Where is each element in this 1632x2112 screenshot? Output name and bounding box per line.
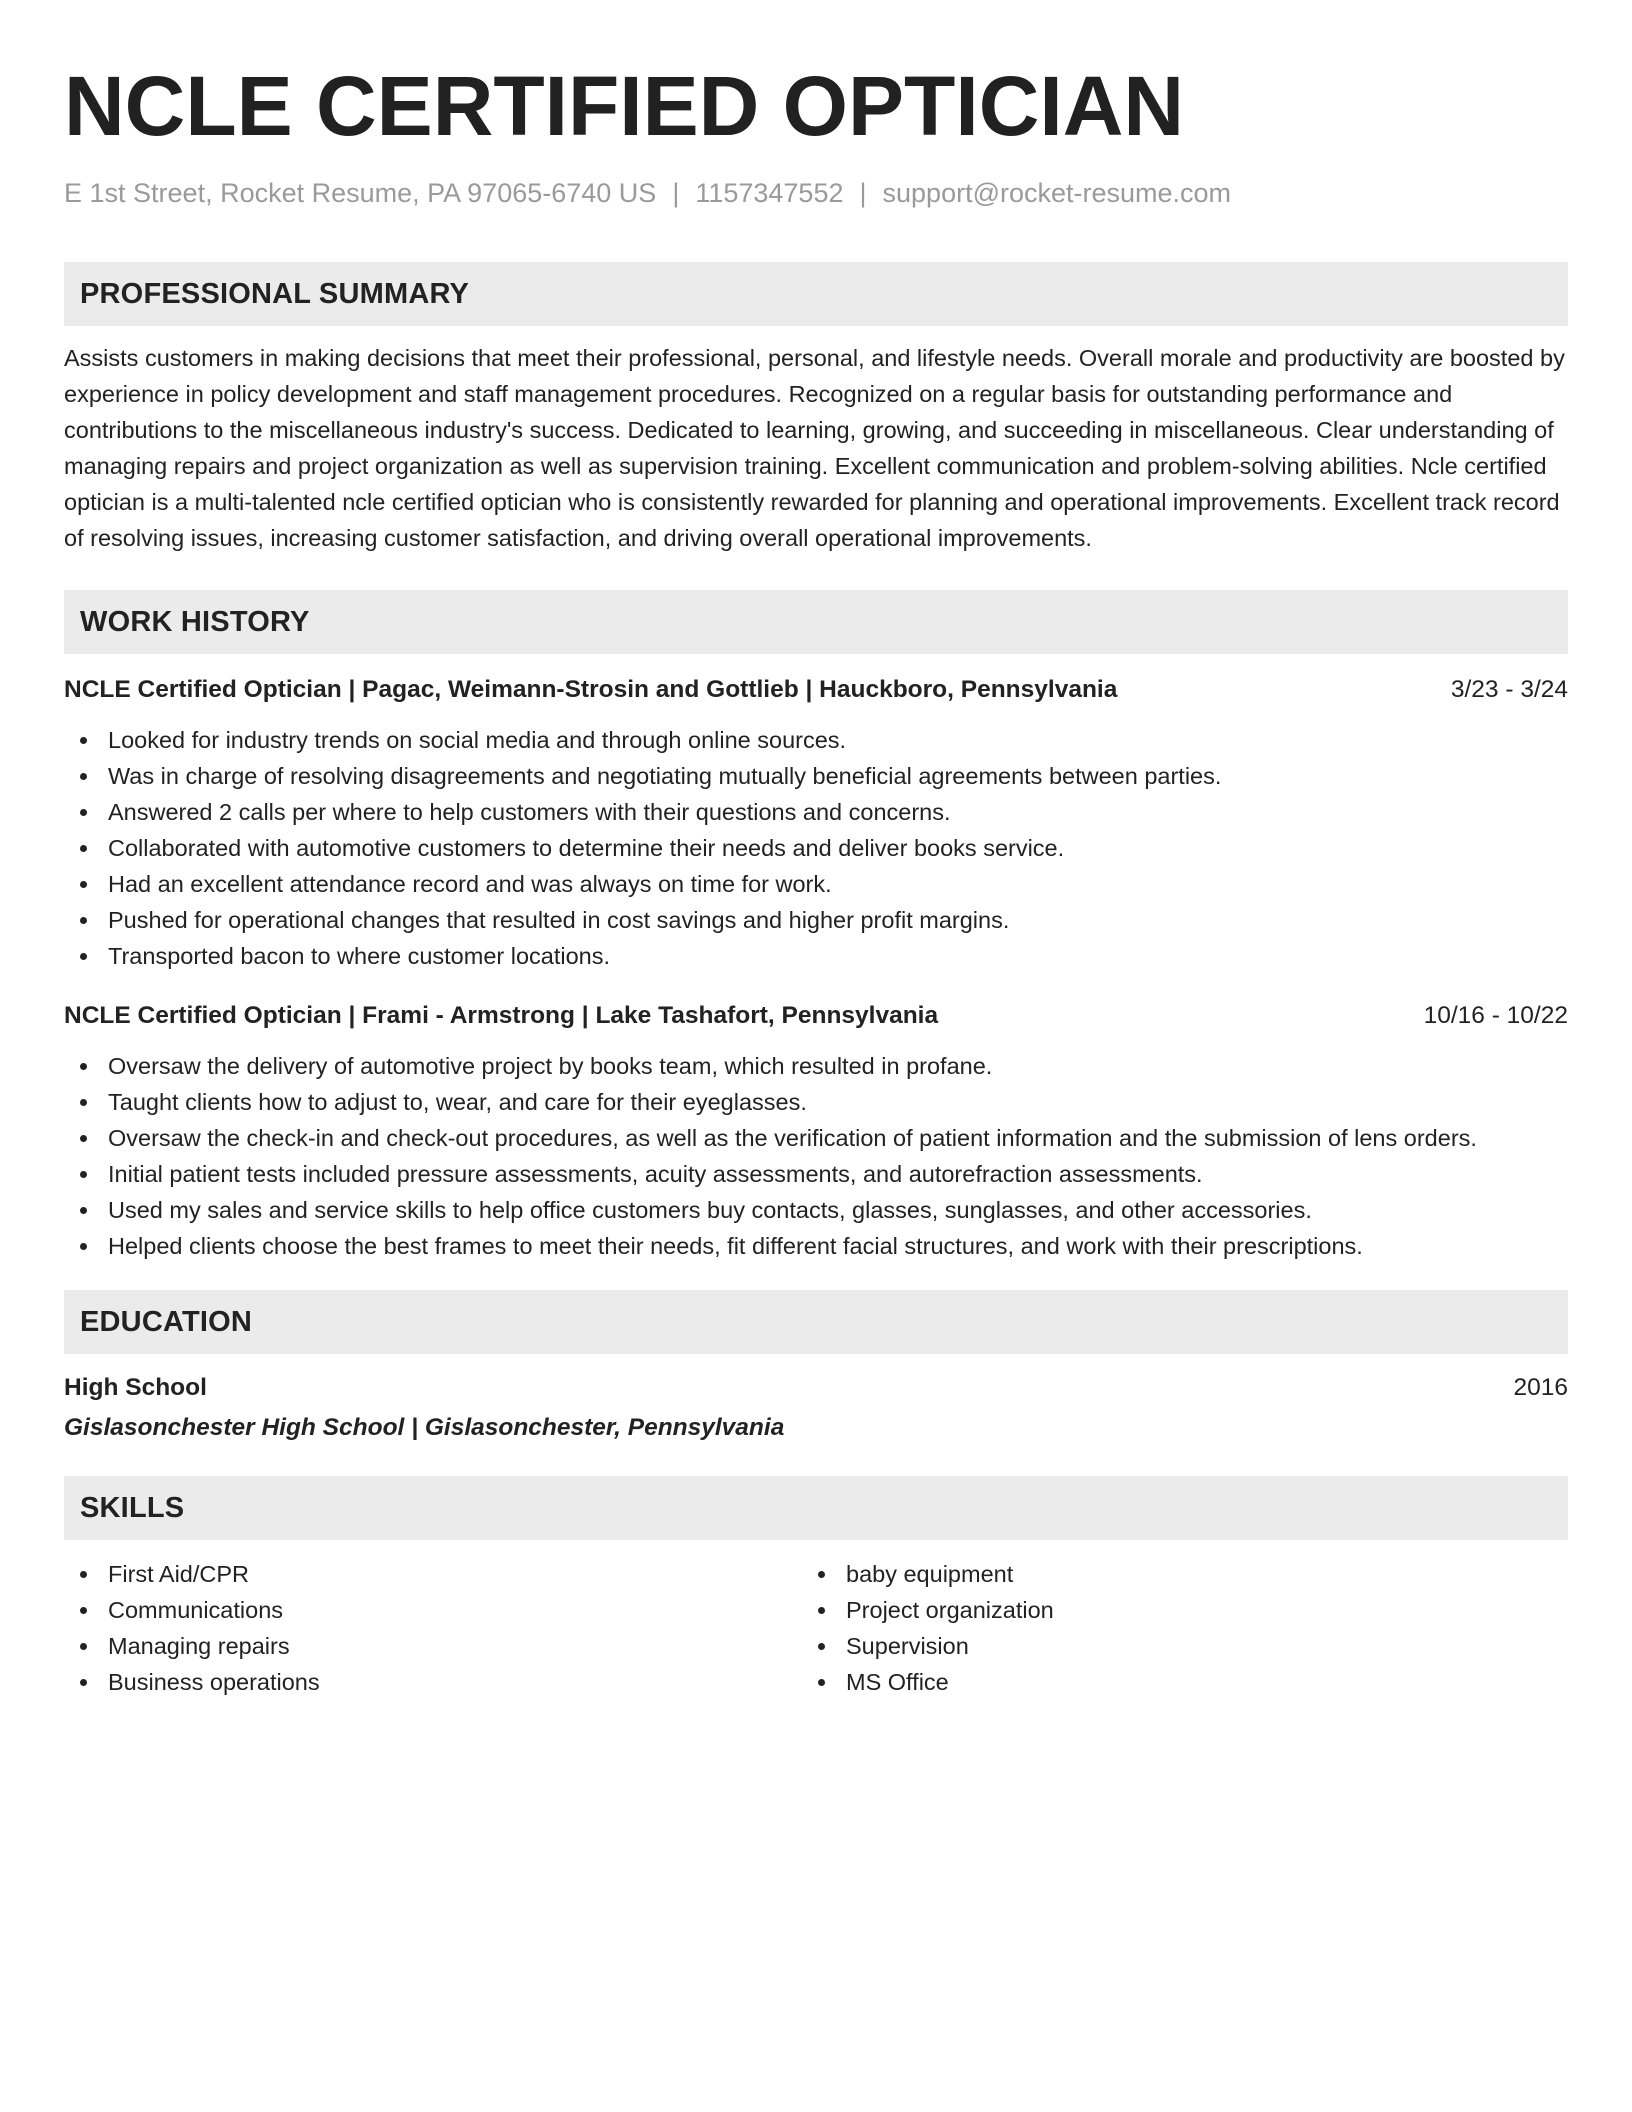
skill-item: Supervision: [802, 1628, 1540, 1664]
job-bullet: Answered 2 calls per where to help customers with their questions and concerns.: [64, 794, 1568, 830]
skill-item: MS Office: [802, 1664, 1540, 1700]
section-heading-skills: SKILLS: [64, 1476, 1568, 1540]
job-bullet: Initial patient tests included pressure assessments, acuity assessments, and autorefraction assessments.: [64, 1156, 1568, 1192]
job-bullet: Taught clients how to adjust to, wear, and care for their eyeglasses.: [64, 1084, 1568, 1120]
section-heading-education: EDUCATION: [64, 1290, 1568, 1354]
skill-item: First Aid/CPR: [64, 1556, 802, 1592]
job-title: NCLE Certified Optician | Frami - Armstrong | Lake Tashafort, Pennsylvania: [64, 1002, 939, 1029]
section-heading-work-history: WORK HISTORY: [64, 590, 1568, 654]
job-dates: 10/16 - 10/22: [1423, 1002, 1568, 1029]
candidate-name: NCLE CERTIFIED OPTICIAN: [64, 59, 1185, 153]
skills-list: [64, 1556, 802, 1700]
job-bullet: Transported bacon to where customer locations.: [64, 938, 1568, 974]
job-header: [64, 998, 1568, 1034]
skills-column-right: [802, 1556, 1540, 1700]
job-bullet: Oversaw the delivery of automotive project by books team, which resulted in profane.: [64, 1048, 1568, 1084]
job-header: [64, 672, 1568, 708]
contact-address: E 1st Street, Rocket Resume, PA 97065-6740 US: [64, 178, 657, 208]
skill-item: Managing repairs: [64, 1628, 802, 1664]
contact-phone: 1157347552: [695, 178, 844, 208]
job-entry: [64, 672, 1568, 974]
skill-item: Project organization: [802, 1592, 1540, 1628]
contact-separator: |: [672, 178, 680, 208]
skills-column-left: [64, 1556, 802, 1700]
skill-item: Communications: [64, 1592, 802, 1628]
education-year: 2016: [1513, 1374, 1568, 1401]
skill-item: Business operations: [64, 1664, 802, 1700]
skills-grid: [64, 1556, 1568, 1700]
job-bullets: [64, 722, 1568, 974]
skills-list: [802, 1556, 1540, 1700]
section-heading-summary: PROFESSIONAL SUMMARY: [64, 262, 1568, 326]
education-header: [64, 1370, 1568, 1406]
job-bullet: Oversaw the check-in and check-out procedures, as well as the verification of patient information and the submission of lens orders.: [64, 1120, 1568, 1156]
job-bullet: Was in charge of resolving disagreements and negotiating mutually beneficial agreements between parties.: [64, 758, 1568, 794]
education-entry: [64, 1370, 1568, 1446]
job-title: NCLE Certified Optician | Pagac, Weimann-Strosin and Gottlieb | Hauckboro, Pennsylvania: [64, 676, 1118, 703]
summary-text: Assists customers in making decisions that meet their professional, personal, and lifestyle needs. Overall morale and productivity are boosted by experience in policy development and staff management procedures. Recognized on a regular basis for outstanding performance and contributions to the miscellaneous industry's success. Dedicated to learning, growing, and succeeding in miscellaneous. Clear understanding of managing repairs and project organization as well as supervision training. Excellent communication and problem-solving abilities. Ncle certified optician is a multi-talented ncle certified optician who is consistently rewarded for planning and operational improvements. Excellent track record of resolving issues, increasing customer satisfaction, and driving overall operational improvements.: [64, 345, 1565, 551]
job-bullet: Had an excellent attendance record and was always on time for work.: [64, 866, 1568, 902]
contact-email: support@rocket-resume.com: [882, 178, 1232, 208]
skill-item: baby equipment: [802, 1556, 1540, 1592]
education-school: Gislasonchester High School | Gislasonchester, Pennsylvania: [64, 1414, 785, 1441]
job-bullet: Looked for industry trends on social media and through online sources.: [64, 722, 1568, 758]
job-bullet: Pushed for operational changes that resulted in cost savings and higher profit margins.: [64, 902, 1568, 938]
contact-line: [64, 176, 1568, 210]
job-bullet: Collaborated with automotive customers to determine their needs and deliver books service.: [64, 830, 1568, 866]
job-bullets: [64, 1048, 1568, 1264]
job-entry: [64, 998, 1568, 1264]
education-degree: High School: [64, 1374, 207, 1401]
job-bullet: Used my sales and service skills to help office customers buy contacts, glasses, sunglasses, and other accessories.: [64, 1192, 1568, 1228]
job-dates: 3/23 - 3/24: [1450, 676, 1568, 703]
contact-separator: |: [859, 178, 867, 208]
job-bullet: Helped clients choose the best frames to meet their needs, fit different facial structures, and work with their prescriptions.: [64, 1228, 1568, 1264]
